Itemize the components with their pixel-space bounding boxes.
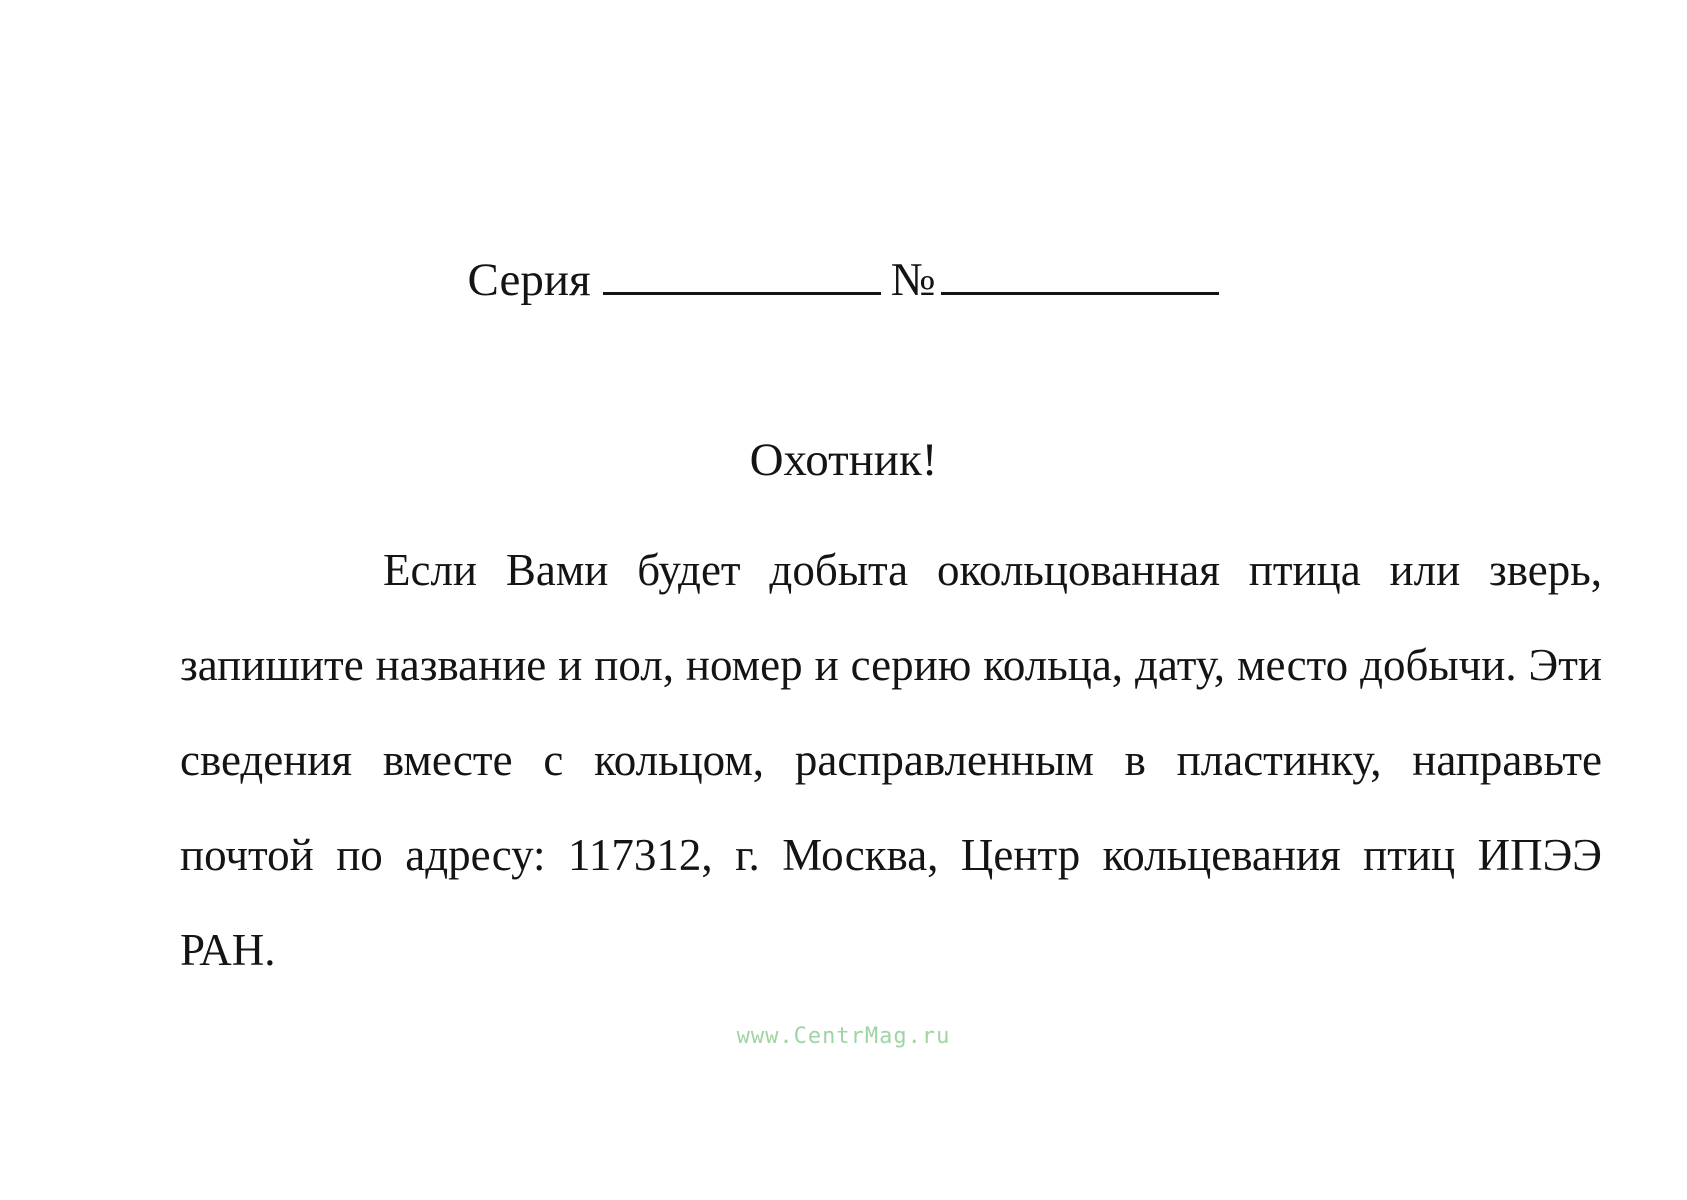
number-sign: № [890,254,936,306]
series-label: Серия [467,254,591,306]
series-blank-field [603,248,881,295]
watermark-url: www.CentrMag.ru [736,1024,951,1049]
number-blank-field [941,248,1219,295]
series-number-line [0,248,1687,310]
letter-heading: Охотник! [749,434,938,486]
letter-paragraph: Если Вами будет добыта окольцованная птица или зверь, запишите название и пол, номер и серию кольца, дату, место добычи. Эти сведения вместе с кольцом, расправленным в пластинку, направьте почтой по адресу: 117312, г. Москва, Центр кольцевания птиц ИПЭЭ РАН. [180,545,1602,975]
